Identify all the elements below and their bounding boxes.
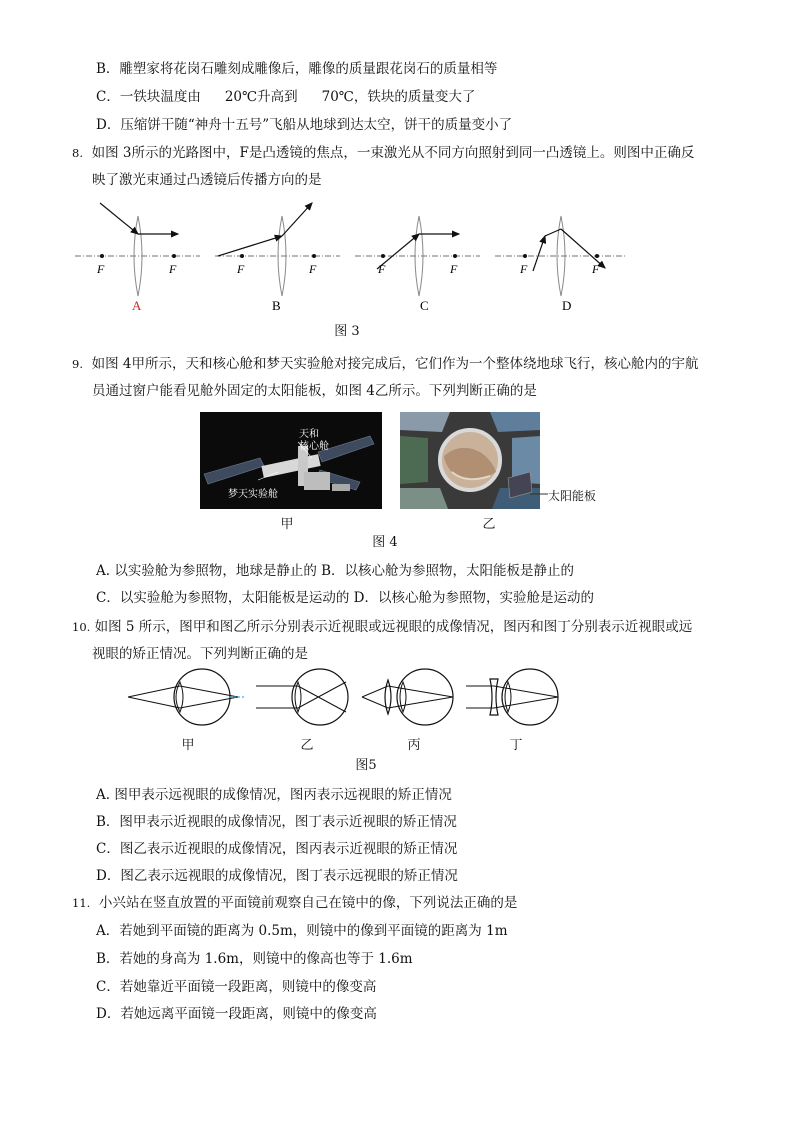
figure-4-caption: 图 4 — [372, 535, 398, 550]
q7-option-c — [96, 88, 475, 106]
focus-label-b-right: F — [309, 262, 317, 276]
q11-option-c: C．若她靠近平面镜一段距离，则镜中的像变高 — [96, 979, 377, 995]
q8-number: 8. — [72, 146, 83, 160]
photo-2-label: 乙 — [482, 517, 496, 532]
q11-option-a: A．若她到平面镜的距离为 0.5m，则镜中的像到平面镜的距离为 1m — [96, 923, 508, 939]
eye-diagram-ding — [466, 669, 558, 725]
q7-option-c-prefix: C．一铁块温度由 — [96, 89, 201, 105]
eye-diagram-bing — [362, 669, 453, 725]
q10-option-c: C．图乙表示近视眼的成像情况，图丙表示近视眼的矫正情况 — [96, 841, 458, 857]
q9-line2: 员通过窗户能看见舱外固定的太阳能板，如图 4乙所示。下列判断正确的是 — [92, 383, 537, 399]
q11-option-d: D．若她远离平面镜一段距离，则镜中的像变高 — [96, 1006, 377, 1022]
q11-option-b: B．若她的身高为 1.6m，则镜中的像高也等于 1.6m — [96, 951, 413, 967]
focus-label-a-right: F — [169, 262, 177, 276]
q7-option-d: D．压缩饼干随“神舟十五号”飞船从地球到达太空，饼干的质量变小了 — [96, 117, 513, 133]
q8-line2: 映了激光束通过凸透镜后传播方向的是 — [92, 172, 322, 188]
focus-label-c-right: F — [450, 262, 458, 276]
q10-stem-1: 如图 5 所示，图甲和图乙所示分别表示近视眼或远视眼的成像情况，图丙和图丁分别表示近视眼或远 — [94, 619, 693, 635]
q8-stem-1: 如图 3所示的光路图中，F是凸透镜的焦点，一束激光从不同方向照射到同一凸透镜上。则图中正确反 — [91, 145, 695, 161]
q9-number: 9. — [72, 357, 83, 371]
q9-line1 — [72, 355, 698, 373]
q11-line1 — [72, 894, 517, 912]
tianhe-label-1: 天和 — [299, 429, 319, 440]
focus-label-a-left: F — [97, 262, 105, 276]
q10-line1 — [72, 618, 692, 636]
focus-label-d-right: F — [592, 262, 600, 276]
figure-5-caption: 图5 — [355, 758, 377, 773]
cupola-illustration — [400, 412, 540, 509]
solar-panel-pointer — [530, 486, 550, 498]
q10-line2: 视眼的矫正情况。下列判断正确的是 — [92, 646, 308, 662]
focus-label-c-left: F — [378, 262, 386, 276]
ray-diagram-b — [215, 203, 340, 296]
eye-label-yi: 乙 — [300, 738, 314, 753]
q9-stem-1: 如图 4甲所示，天和核心舱和梦天实验舱对接完成后，它们作为一个整体绕地球飞行，核心舱内的宇航 — [91, 356, 699, 372]
focus-label-b-left: F — [237, 262, 245, 276]
eye-label-jia: 甲 — [181, 738, 195, 753]
focus-label-d-left: F — [520, 262, 528, 276]
q11-stem: 小兴站在竖直放置的平面镜前观察自己在镜中的像，下列说法正确的是 — [98, 895, 518, 911]
cupola-window-photo — [400, 412, 540, 509]
figure-3-caption: 图 3 — [334, 324, 360, 339]
mengtian-label: 梦天实验舱 — [228, 489, 278, 500]
space-station-photo — [200, 412, 382, 509]
ray-diagram-d — [495, 216, 625, 296]
q7-option-c-t2: 70℃，铁块的质量变大了 — [321, 89, 476, 105]
eye-diagrams — [120, 664, 570, 734]
eye-diagram-yi — [256, 669, 348, 725]
photo-1-label: 甲 — [280, 517, 294, 532]
q11-number: 11. — [72, 896, 91, 910]
solar-panel-label: 太阳能板 — [548, 489, 597, 503]
eye-label-bing: 丙 — [407, 738, 421, 753]
q9-options-cd: C．以实验舱为参照物，太阳能板是运动的 D．以核心舱为参照物，实验舱是运动的 — [96, 590, 594, 606]
diagram-label-d: D — [562, 298, 572, 313]
q10-number: 10. — [72, 620, 91, 634]
diagram-label-c: C — [420, 298, 429, 313]
diagram-label-a: A — [132, 298, 142, 313]
ray-diagram-a — [75, 203, 200, 296]
eye-label-ding: 丁 — [509, 738, 523, 753]
q7-option-c-t1: 20℃升高到 — [224, 89, 298, 105]
q9-options-ab: A. 以实验舱为参照物，地球是静止的 B．以核心舱为参照物，太阳能板是静止的 — [96, 563, 575, 579]
eye-diagram-jia — [128, 669, 244, 725]
tianhe-label — [299, 429, 329, 453]
q7-option-b: B．雕塑家将花岗石雕刻成雕像后，雕像的质量跟花岗石的质量相等 — [96, 61, 498, 77]
q10-option-a: A. 图甲表示远视眼的成像情况，图丙表示远视眼的矫正情况 — [96, 787, 452, 803]
q8-line1 — [72, 144, 694, 162]
tianhe-label-2: 核心舱 — [299, 441, 329, 452]
ray-diagram-c — [355, 216, 480, 296]
diagram-label-b: B — [272, 298, 281, 313]
q10-option-d: D．图乙表示远视眼的成像情况，图丁表示远视眼的矫正情况 — [96, 868, 458, 884]
q10-option-b: B．图甲表示近视眼的成像情况，图丁表示近视眼的矫正情况 — [96, 814, 457, 830]
q8-ray-diagrams — [70, 196, 630, 316]
